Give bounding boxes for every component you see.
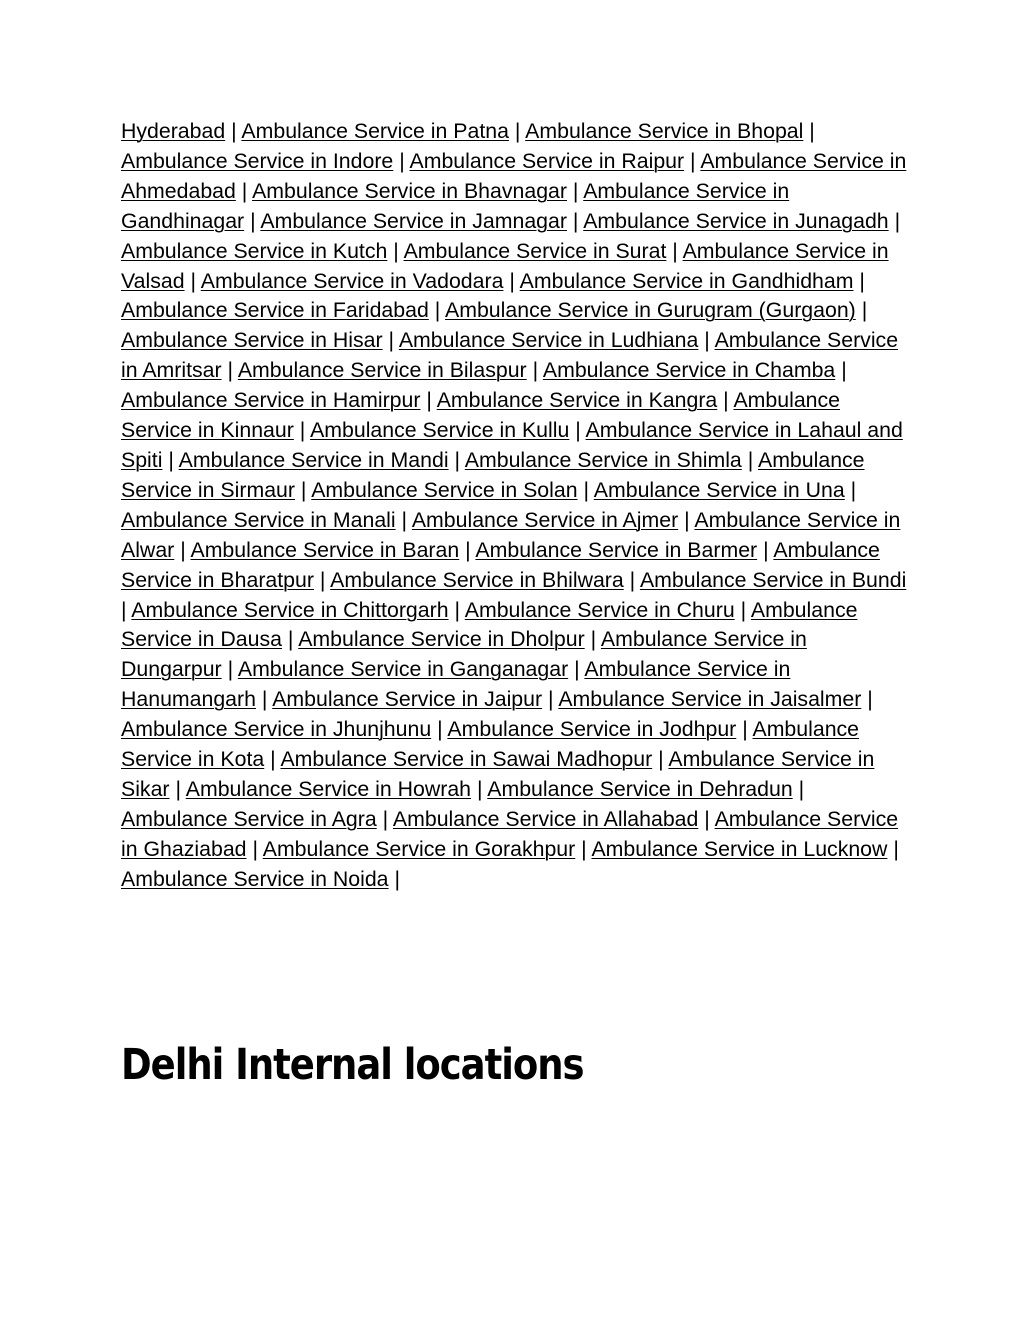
link-separator: |: [300, 477, 307, 502]
link-separator: |: [690, 148, 696, 173]
location-link[interactable]: Ambulance Service in Allahabad: [392, 806, 699, 831]
location-link[interactable]: Ambulance Service in Sikar: [121, 747, 875, 801]
location-link[interactable]: Ambulance Service in Jaipur: [272, 687, 543, 712]
location-link[interactable]: Ambulance Service in Mandi: [178, 447, 449, 472]
link-separator: |: [798, 776, 805, 801]
location-link[interactable]: Ambulance Service in Dausa: [121, 597, 858, 652]
location-link[interactable]: Ambulance Service in Shimla: [464, 447, 742, 472]
link-separator: |: [859, 268, 865, 293]
location-link[interactable]: Ambulance Service in Hanumangarh: [121, 657, 791, 712]
location-link[interactable]: Ambulance Service in Kinnaur: [121, 388, 841, 443]
link-separator: |: [548, 687, 554, 712]
location-link[interactable]: Ambulance Service in Solan: [311, 477, 578, 502]
location-link[interactable]: Ambulance Service in Noida: [121, 866, 389, 891]
location-link[interactable]: Ambulance Service in Barmer: [475, 537, 758, 562]
link-separator: |: [672, 238, 678, 263]
link-separator: |: [434, 298, 441, 323]
link-separator: |: [629, 567, 636, 592]
link-separator: |: [581, 836, 587, 861]
location-link[interactable]: Ambulance Service in Dungarpur: [121, 627, 807, 682]
location-link[interactable]: Ambulance Service in Kullu: [310, 418, 570, 443]
location-link[interactable]: Ambulance Service in Kangra: [436, 388, 718, 413]
location-link[interactable]: Ambulance Service in Ajmer: [411, 507, 679, 532]
link-separator: |: [388, 328, 395, 353]
location-link[interactable]: Ambulance Service in Bundi: [639, 567, 907, 592]
location-link[interactable]: Ambulance Service in Valsad: [121, 238, 889, 293]
location-link-list: [121, 117, 911, 895]
location-link[interactable]: Ambulance Service in Una: [593, 477, 845, 502]
location-link[interactable]: Ambulance Service in Manali: [121, 507, 396, 532]
location-link[interactable]: Ambulance Service in Bhavnagar: [252, 178, 567, 203]
link-separator: |: [319, 567, 326, 592]
link-separator: |: [894, 208, 901, 233]
location-link[interactable]: Ambulance Service in Ganganagar: [237, 657, 569, 682]
location-link[interactable]: Ambulance Service in Kota: [121, 717, 860, 772]
link-separator: |: [393, 238, 399, 263]
location-link[interactable]: Ambulance Service in Indore: [121, 148, 394, 173]
link-separator: |: [575, 418, 581, 443]
location-link[interactable]: Ambulance Service in Dehradun: [487, 776, 793, 801]
link-separator: |: [476, 776, 483, 801]
link-separator: |: [572, 178, 579, 203]
location-link[interactable]: Ambulance Service in Bhilwara: [330, 567, 624, 592]
content-area: [121, 117, 911, 895]
location-link[interactable]: Hyderabad: [121, 119, 226, 143]
location-link[interactable]: Ambulance Service in Hisar: [121, 328, 383, 353]
link-separator: |: [747, 447, 754, 472]
link-separator: |: [241, 178, 248, 203]
link-separator: |: [227, 657, 234, 682]
link-separator: |: [426, 388, 432, 413]
location-link[interactable]: Ambulance Service in Vadodara: [200, 268, 504, 293]
location-link[interactable]: Ambulance Service in Churu: [464, 597, 735, 622]
location-link[interactable]: Ambulance Service in Junagadh: [583, 208, 889, 233]
link-separator: |: [809, 119, 815, 143]
location-link[interactable]: Ambulance Service in Surat: [403, 238, 667, 263]
location-link[interactable]: Ambulance Service in Raipur: [409, 148, 685, 173]
link-separator: |: [190, 268, 197, 293]
link-separator: |: [704, 328, 710, 353]
location-link[interactable]: Ambulance Service in Jamnagar: [260, 208, 567, 233]
link-separator: |: [454, 447, 461, 472]
location-link[interactable]: Ambulance Service in Ahmedabad: [121, 148, 907, 203]
location-link[interactable]: Ambulance Service in Jodhpur: [447, 717, 737, 742]
link-separator: |: [841, 358, 847, 383]
link-separator: |: [590, 627, 597, 652]
link-separator: |: [287, 627, 294, 652]
link-separator: |: [299, 418, 306, 443]
location-link[interactable]: Ambulance Service in Lahaul and Spiti: [121, 418, 903, 472]
location-link[interactable]: Ambulance Service in Ghaziabad: [121, 806, 899, 861]
link-separator: |: [382, 806, 389, 831]
location-link[interactable]: Ambulance Service in Faridabad: [121, 298, 429, 323]
location-link[interactable]: Ambulance Service in Agra: [121, 806, 377, 831]
link-separator: |: [121, 597, 127, 622]
location-link[interactable]: Ambulance Service in Chamba: [542, 358, 836, 383]
link-separator: |: [401, 507, 408, 532]
link-separator: |: [465, 537, 471, 562]
location-link[interactable]: Ambulance Service in Jhunjhunu: [121, 717, 432, 742]
link-separator: |: [509, 268, 515, 293]
link-separator: |: [572, 208, 579, 233]
link-separator: |: [684, 507, 690, 532]
link-separator: |: [252, 836, 258, 861]
location-link[interactable]: Ambulance Service in Dholpur: [298, 627, 585, 652]
location-link[interactable]: Ambulance Service in Hamirpur: [121, 388, 421, 413]
link-separator: |: [861, 298, 868, 323]
link-separator: |: [168, 447, 174, 472]
link-separator: |: [261, 687, 268, 712]
location-link[interactable]: Ambulance Service in Bhopal: [525, 119, 804, 143]
location-link[interactable]: Ambulance Service in Sirmaur: [121, 447, 865, 502]
location-link[interactable]: Ambulance Service in Alwar: [121, 507, 901, 562]
location-link[interactable]: Ambulance Service in Gandhidham: [519, 268, 854, 293]
link-separator: |: [250, 208, 256, 233]
link-separator: |: [850, 477, 857, 502]
location-link[interactable]: Ambulance Service in Howrah: [185, 776, 472, 801]
link-separator: |: [867, 687, 873, 712]
link-separator: |: [763, 537, 769, 562]
location-link[interactable]: Ambulance Service in Bilaspur: [237, 358, 527, 383]
link-separator: |: [704, 806, 710, 831]
link-separator: |: [532, 358, 539, 383]
link-separator: |: [270, 747, 276, 772]
link-separator: |: [180, 537, 186, 562]
location-link[interactable]: Ambulance Service in Patna: [241, 119, 509, 143]
location-link[interactable]: Ambulance Service in Gandhinagar: [121, 178, 790, 233]
location-link[interactable]: Ambulance Service in Gurugram (Gurgaon): [445, 298, 856, 323]
location-link[interactable]: Ambulance Service in Lucknow: [591, 836, 888, 861]
location-link[interactable]: Ambulance Service in Sawai Madhopur: [280, 747, 653, 772]
section-heading: Delhi Internal locations: [121, 1040, 584, 1090]
location-link[interactable]: Ambulance Service in Baran: [190, 537, 460, 562]
link-separator: |: [437, 717, 443, 742]
link-separator: |: [394, 866, 401, 891]
location-link[interactable]: Ambulance Service in Gorakhpur: [262, 836, 576, 861]
location-link[interactable]: Ambulance Service in Kutch: [121, 238, 388, 263]
location-link[interactable]: Ambulance Service in Chittorgarh: [131, 597, 449, 622]
location-link[interactable]: Ambulance Service in Jaisalmer: [558, 687, 862, 712]
link-separator: |: [574, 657, 580, 682]
location-link[interactable]: Ambulance Service in Ludhiana: [398, 328, 699, 353]
link-separator: |: [175, 776, 181, 801]
link-separator: |: [723, 388, 729, 413]
location-link[interactable]: Ambulance Service in Bharatpur: [121, 537, 880, 592]
link-separator: |: [742, 717, 748, 742]
link-separator: |: [893, 836, 899, 861]
link-separator: |: [227, 358, 234, 383]
link-separator: |: [454, 597, 461, 622]
link-separator: |: [399, 148, 405, 173]
link-separator: |: [658, 747, 664, 772]
location-link[interactable]: Ambulance Service in Amritsar: [121, 328, 899, 383]
link-separator: |: [514, 119, 521, 143]
link-separator: |: [583, 477, 590, 502]
link-separator: |: [231, 119, 237, 143]
link-separator: |: [740, 597, 747, 622]
